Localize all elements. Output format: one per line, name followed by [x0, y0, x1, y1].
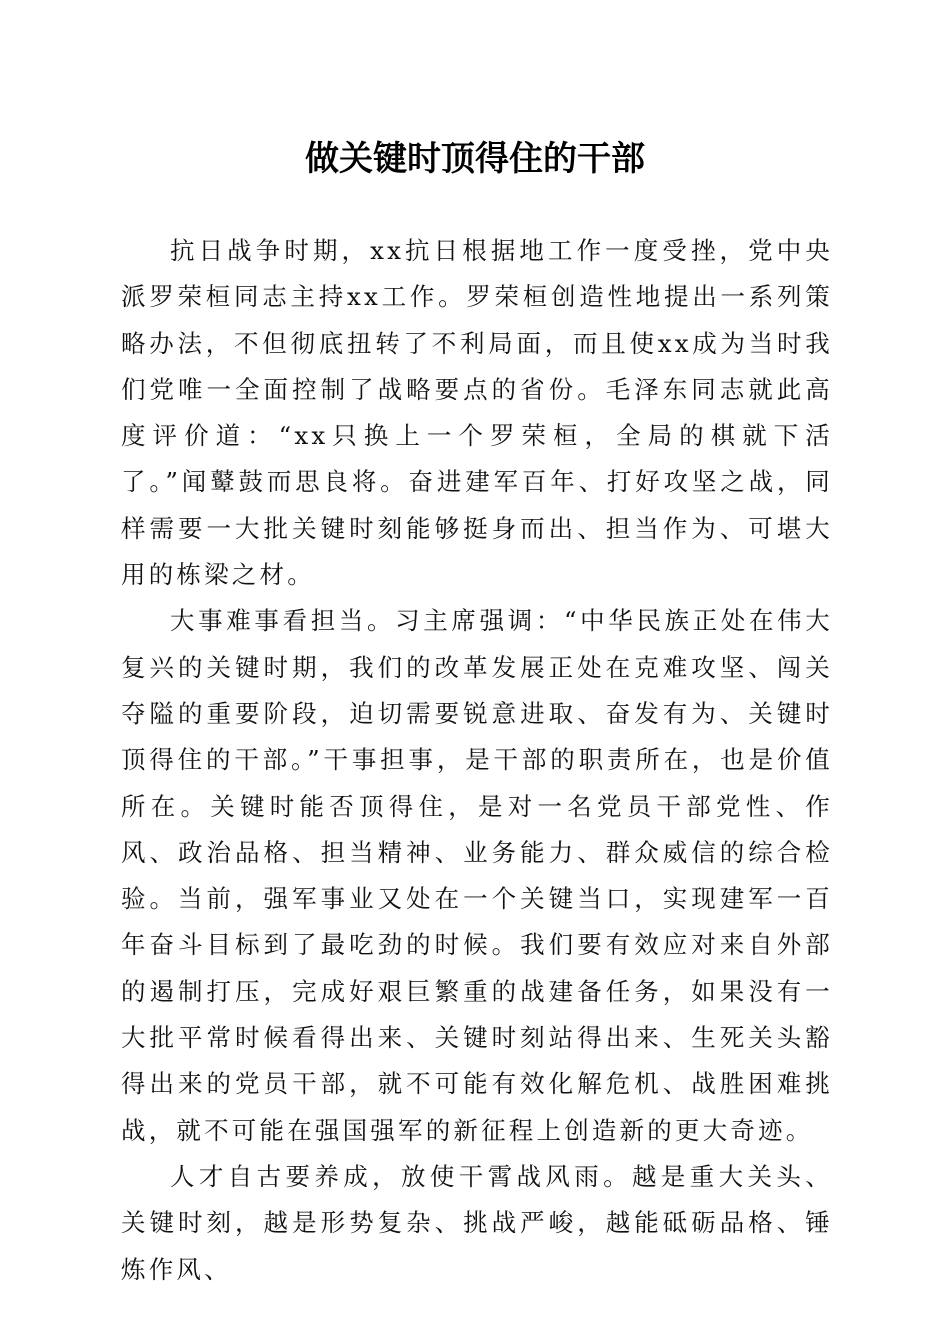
paragraph-3: 人才自古要养成，放使干霄战风雨。越是重大关头、关键时刻，越是形势复杂、挑战严峻，越能砥砺品格、锤炼作风、 [121, 1161, 833, 1284]
paragraph-2: 大事难事看担当。习主席强调：“中华民族正处在伟大复兴的关键时期，我们的改革发展正处在克难攻坚、闯关夺隘的重要阶段，迫切需要锐意进取、奋发有为、关键时顶得住的干部。”干事担事，是干部的职责所在，也是价值所在。关键时能否顶得住，是对一名党员干部党性、作风、政治品格、担当精神、业务能力、群众威信的综合检验。当前，强军事业又处在一个关键当口，实现建军一百年奋斗目标到了最吃劲的时候。我们要有效应对来自外部的遏制打压，完成好艰巨繁重的战建备任务，如果没有一大批平常时候看得出来、关键时刻站得出来、生死关头豁得出来的党员干部，就不可能有效化解危机、战胜困难挑战，就不可能在强国强军的新征程上创造新的更大奇迹。 [121, 606, 833, 1145]
document-body [121, 228, 833, 1293]
paragraph-1: 抗日战争时期，xx抗日根据地工作一度受挫，党中央派罗荣桓同志主持xx工作。罗荣桓创造性地提出一系列策略办法，不但彻底扭转了不利局面，而且使xx成为当时我们党唯一全面控制了战略要点的省份。毛泽东同志就此高度评价道：“xx只换上一个罗荣桓，全局的棋就下活了。”闻鼙鼓而思良将。奋进建军百年、打好攻坚之战，同样需要一大批关键时刻能够挺身而出、担当作为、可堪大用的栋梁之材。 [121, 236, 833, 590]
document-title: 做关键时顶得住的干部 [305, 139, 645, 179]
